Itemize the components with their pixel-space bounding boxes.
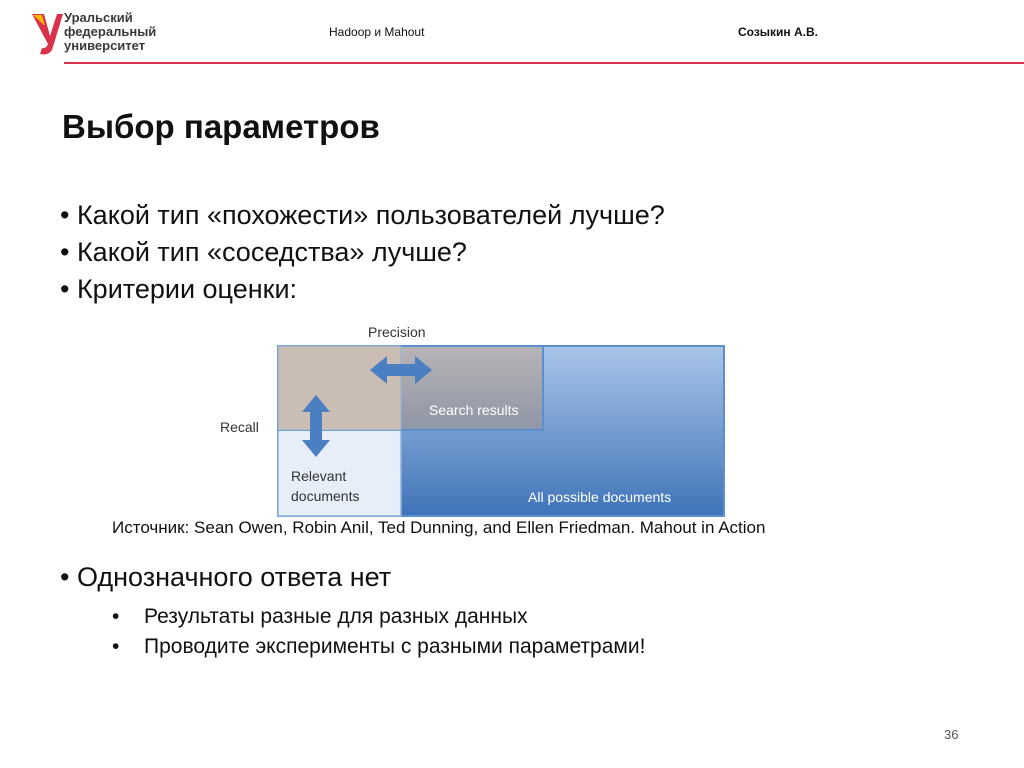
page-number: 36	[944, 727, 959, 742]
logo-line-3: университет	[64, 38, 146, 53]
bullet-dot: •	[112, 605, 120, 628]
precision-label: Precision	[368, 324, 426, 340]
recall-label: Recall	[220, 419, 259, 435]
header-divider	[64, 62, 1024, 64]
bullet-item: • Какой тип «соседства» лучше?	[60, 237, 467, 267]
source-citation: Источник: Sean Owen, Robin Anil, Ted Dunning, and Ellen Friedman. Mahout in Action	[112, 518, 766, 537]
bullet-item: • Однозначного ответа нет	[60, 562, 392, 592]
logo-text	[64, 11, 174, 53]
logo-line-1: Уральский	[64, 10, 133, 25]
header-title: Hadoop и Mahout	[329, 25, 425, 39]
sub-bullet-item	[112, 635, 645, 659]
all-documents-label: All possible documents	[528, 489, 672, 505]
header-author: Созыкин А.В.	[738, 25, 819, 39]
bullet-item: • Какой тип «похожести» пользователей лучше?	[60, 200, 665, 230]
relevant-label-2: documents	[291, 488, 360, 504]
sub-bullet-text: Проводите эксперименты с разными параметрами!	[144, 635, 646, 658]
precision-recall-diagram	[215, 318, 735, 523]
relevant-label-1: Relevant	[291, 468, 347, 484]
slide-title: Выбор параметров	[62, 108, 380, 145]
bullet-item: • Критерии оценки:	[60, 274, 298, 304]
sub-bullet-text: Результаты разные для разных данных	[144, 605, 528, 628]
logo-line-2: федеральный	[64, 24, 157, 39]
sub-bullet-item	[112, 605, 528, 629]
overlap-box	[278, 346, 401, 430]
search-results-label: Search results	[429, 402, 519, 418]
bullet-list	[60, 197, 665, 308]
bullet-dot: •	[112, 635, 120, 658]
